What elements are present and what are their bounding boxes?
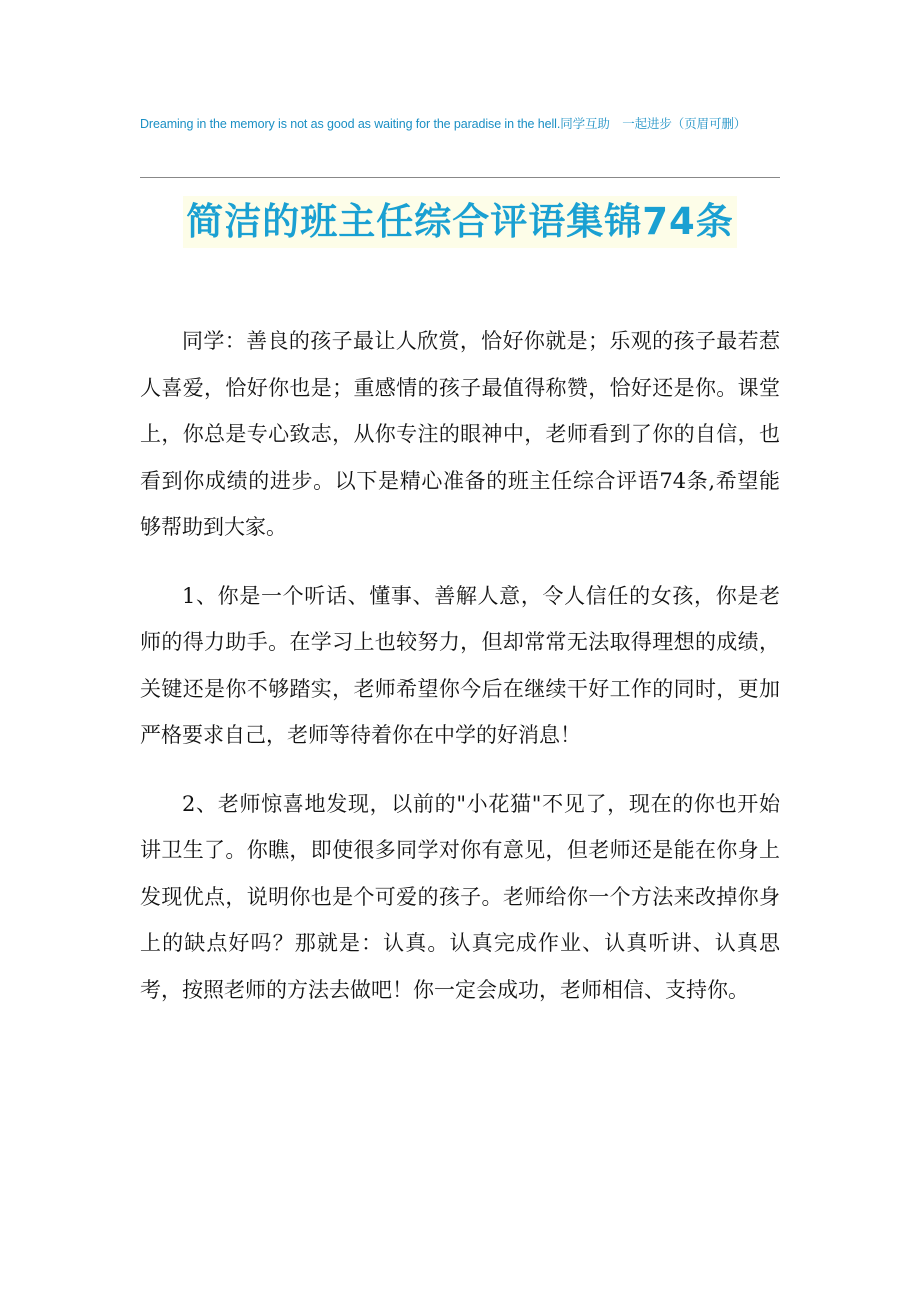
page-header: Dreaming in the memory is not as good as waiting for the paradise in the hell.同学互助 一起进步（页眉可删）: [140, 117, 747, 131]
title-container: [0, 196, 920, 248]
document-title: 简洁的班主任综合评语集锦74条: [183, 196, 737, 248]
comment-paragraph-1: 1、你是一个听话、懂事、善解人意，令人信任的女孩，你是老师的得力助手。在学习上也较努力，但却常常无法取得理想的成绩，关键还是你不够踏实，老师希望你今后在继续干好工作的同时，更加严格要求自己，老师等待着你在中学的好消息！: [140, 583, 780, 747]
header-divider: [140, 177, 780, 178]
comment-paragraph-2: 2、老师惊喜地发现，以前的"小花猫"不见了，现在的你也开始讲卫生了。你瞧，即使很多同学对你有意见，但老师还是能在你身上发现优点，说明你也是个可爱的孩子。老师给你一个方法来改掉你身上的缺点好吗？那就是：认真。认真完成作业、认真听讲、认真思考，按照老师的方法去做吧！你一定会成功，老师相信、支持你。: [140, 791, 780, 1002]
document-body: [140, 318, 780, 1035]
intro-paragraph: 同学：善良的孩子最让人欣赏，恰好你就是；乐观的孩子最若惹人喜爱，恰好你也是；重感情的孩子最值得称赞，恰好还是你。课堂上，你总是专心致志，从你专注的眼神中，老师看到了你的自信，也看到你成绩的进步。以下是精心准备的班主任综合评语74条,希望能够帮助到大家。: [140, 329, 780, 539]
